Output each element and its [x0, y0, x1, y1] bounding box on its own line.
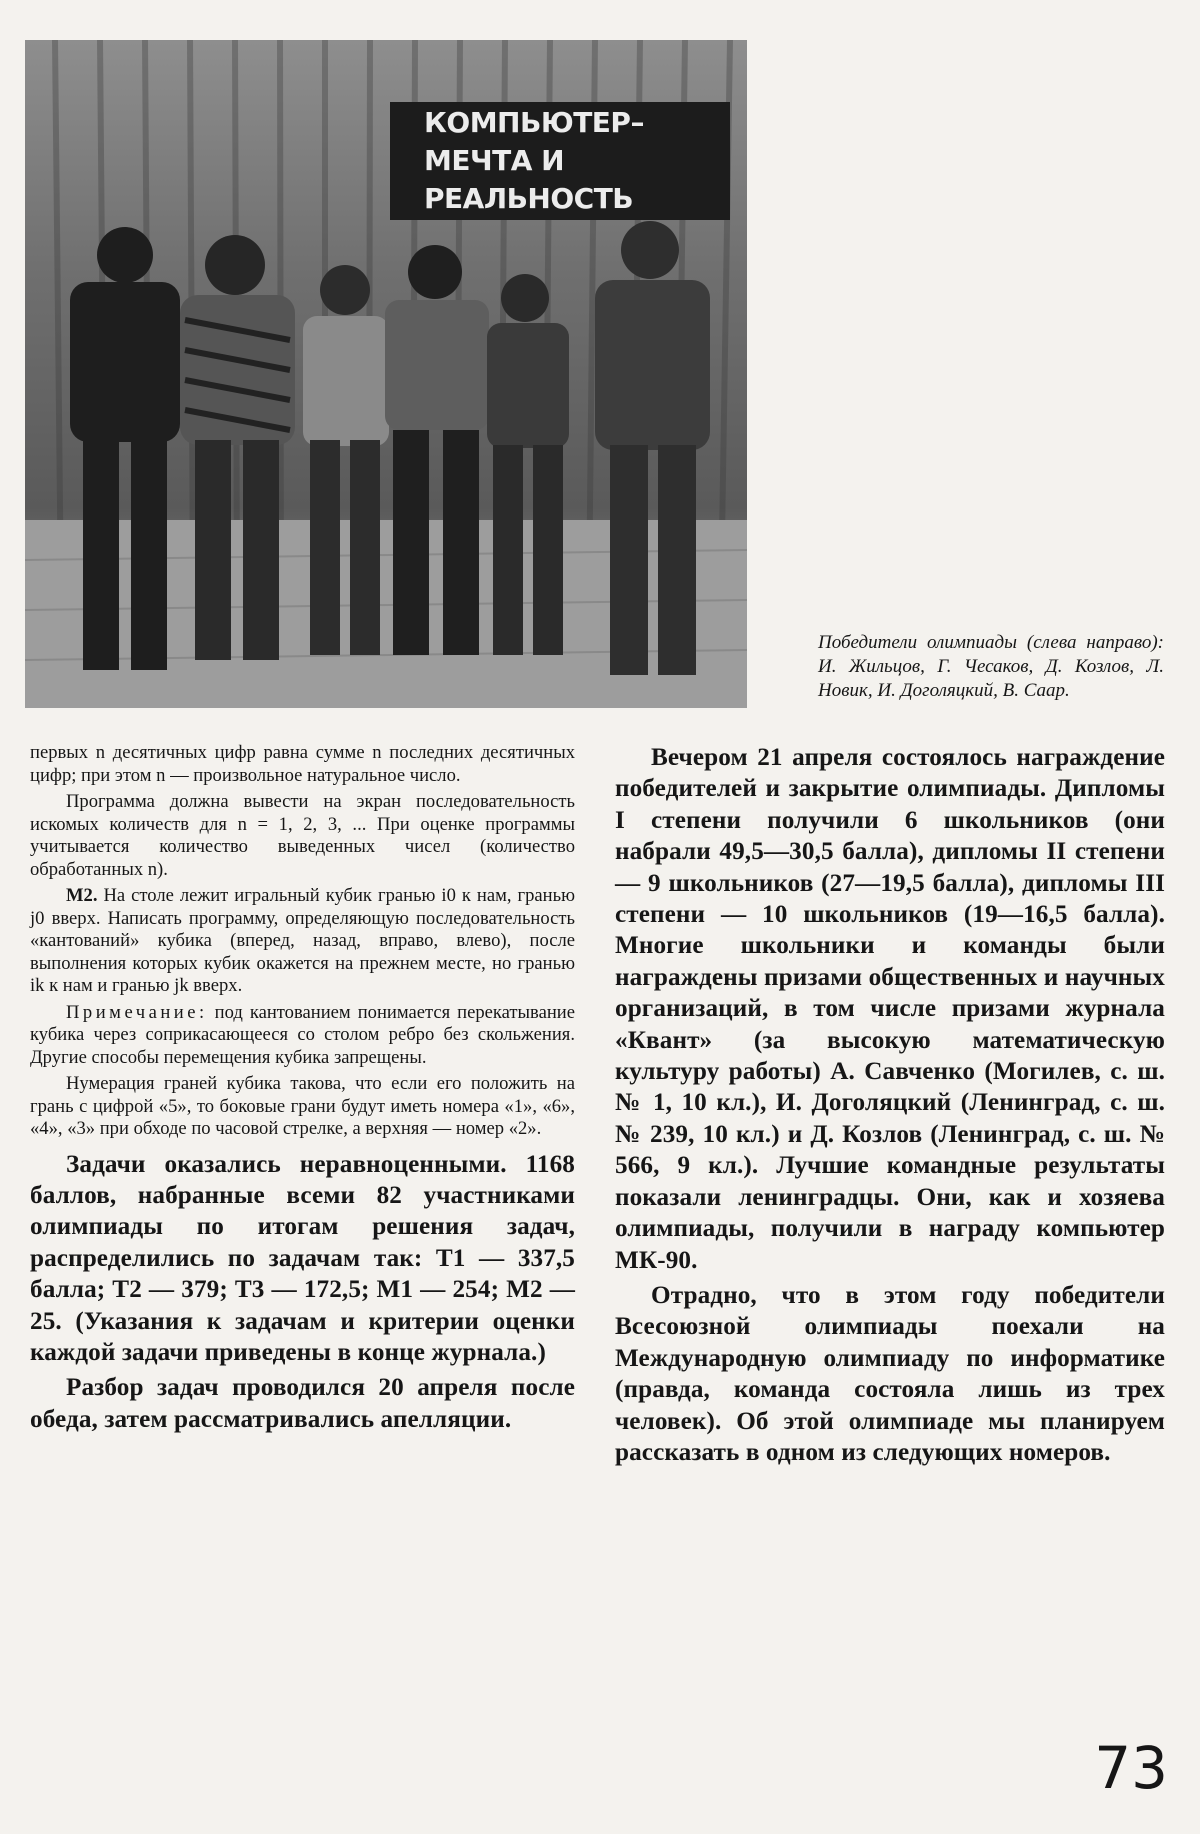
winners-photo — [25, 40, 747, 708]
note — [30, 1002, 575, 1070]
right-column — [615, 742, 1165, 1468]
program-requirement: Программа должна вывести на экран последовательность искомых количеств для n = 1, 2, 3, ... При оценке программы учитывается количество выведенных чисел (количество обработанных n). — [30, 791, 575, 880]
banner-line-1: КОМПЬЮТЕР– — [424, 106, 644, 139]
page-number: 73 — [1094, 1734, 1168, 1802]
task-m2-text: На столе лежит игральный кубик гранью i0 к нам, гранью j0 вверх. Написать программу, определяющую последовательность «кантований» кубика (вперед, назад, вправо, влево), после выполнения которых кубик окажется на прежнем месте, но гранью ik к нам и гранью jk вверх. — [30, 885, 575, 996]
task-m2-label: М2. — [66, 885, 98, 906]
analysis-paragraph: Разбор задач проводился 20 апреля после обеда, затем рассматривались апелляции. — [30, 1374, 575, 1433]
task-t-continuation: первых n десятичных цифр равна сумме n последних десятичных цифр; при этом n — произвольное натуральное число. — [30, 742, 575, 786]
cube-numbering: Нумерация граней кубика такова, что если его положить на грань с цифрой «5», то боковые грани будут иметь номера «1», «6», «4», «3» при обходе по часовой стрелке, а верхняя — номер «2». — [30, 1073, 575, 1139]
international-paragraph: Отрадно, что в этом году победители Всесоюзной олимпиады поехали на Международную олимпиаду по информатике (правда, команда состояла лишь из трех человек). Об этой олимпиаде мы планируем рассказать в одном из следующих номеров. — [615, 1281, 1165, 1466]
photo-banner — [390, 102, 730, 220]
photo-caption: Победители олимпиады (слева направо): И. Жильцов, Г. Чесаков, Д. Козлов, Л. Новик, И. Доголяцкий, В. Саар. — [818, 632, 1164, 701]
note-label: Примечание: — [66, 1001, 208, 1023]
banner-line-2: МЕЧТА И РЕАЛЬНОСТЬ — [424, 144, 634, 215]
awards-paragraph: Вечером 21 апреля состоялось награждение победителей и закрытие олимпиады. Дипломы I степени получили 6 школьников (они набрали 49,5—30,5 балла), дипломы II степени — 9 школьников (27—19,5 балла), дипломы III степени — 10 школьников (19—16,5 балла). Многие школьники и команды были награждены призами общественных и научных организаций, в том числе призами журнала «Квант» (за высокую математическую культуру работы) А. Савченко (Могилев, с. ш. № 1, 10 кл.), И. Доголяцкий (Ленинград, с. ш. № 239, 10 кл.) и Д. Козлов (Ленинград, с. ш. № 566, 9 кл.). Лучшие командные результаты показали ленинградцы. Они, как и хозяева олимпиады, получили в награду компьютер МК-90. — [615, 744, 1165, 1274]
results-paragraph: Задачи оказались неравноценными. 1168 баллов, набранные всеми 82 участниками олимпиады по итогам решения задач, распределились по задачам так: Т1 — 337,5 балла; Т2 — 379; Т3 — 172,5; М1 — 254; М2 — 25. (Указания к задачам и критерии оценки каждой задачи приведены в конце журнала.) — [30, 1150, 575, 1366]
task-m2 — [30, 885, 575, 998]
left-column — [30, 742, 575, 1435]
note-text: под кантованием понимается перекатывание кубика через соприкасающееся со столом ребро без скольжения. Другие способы перемещения кубика запрещены. — [30, 1001, 575, 1068]
